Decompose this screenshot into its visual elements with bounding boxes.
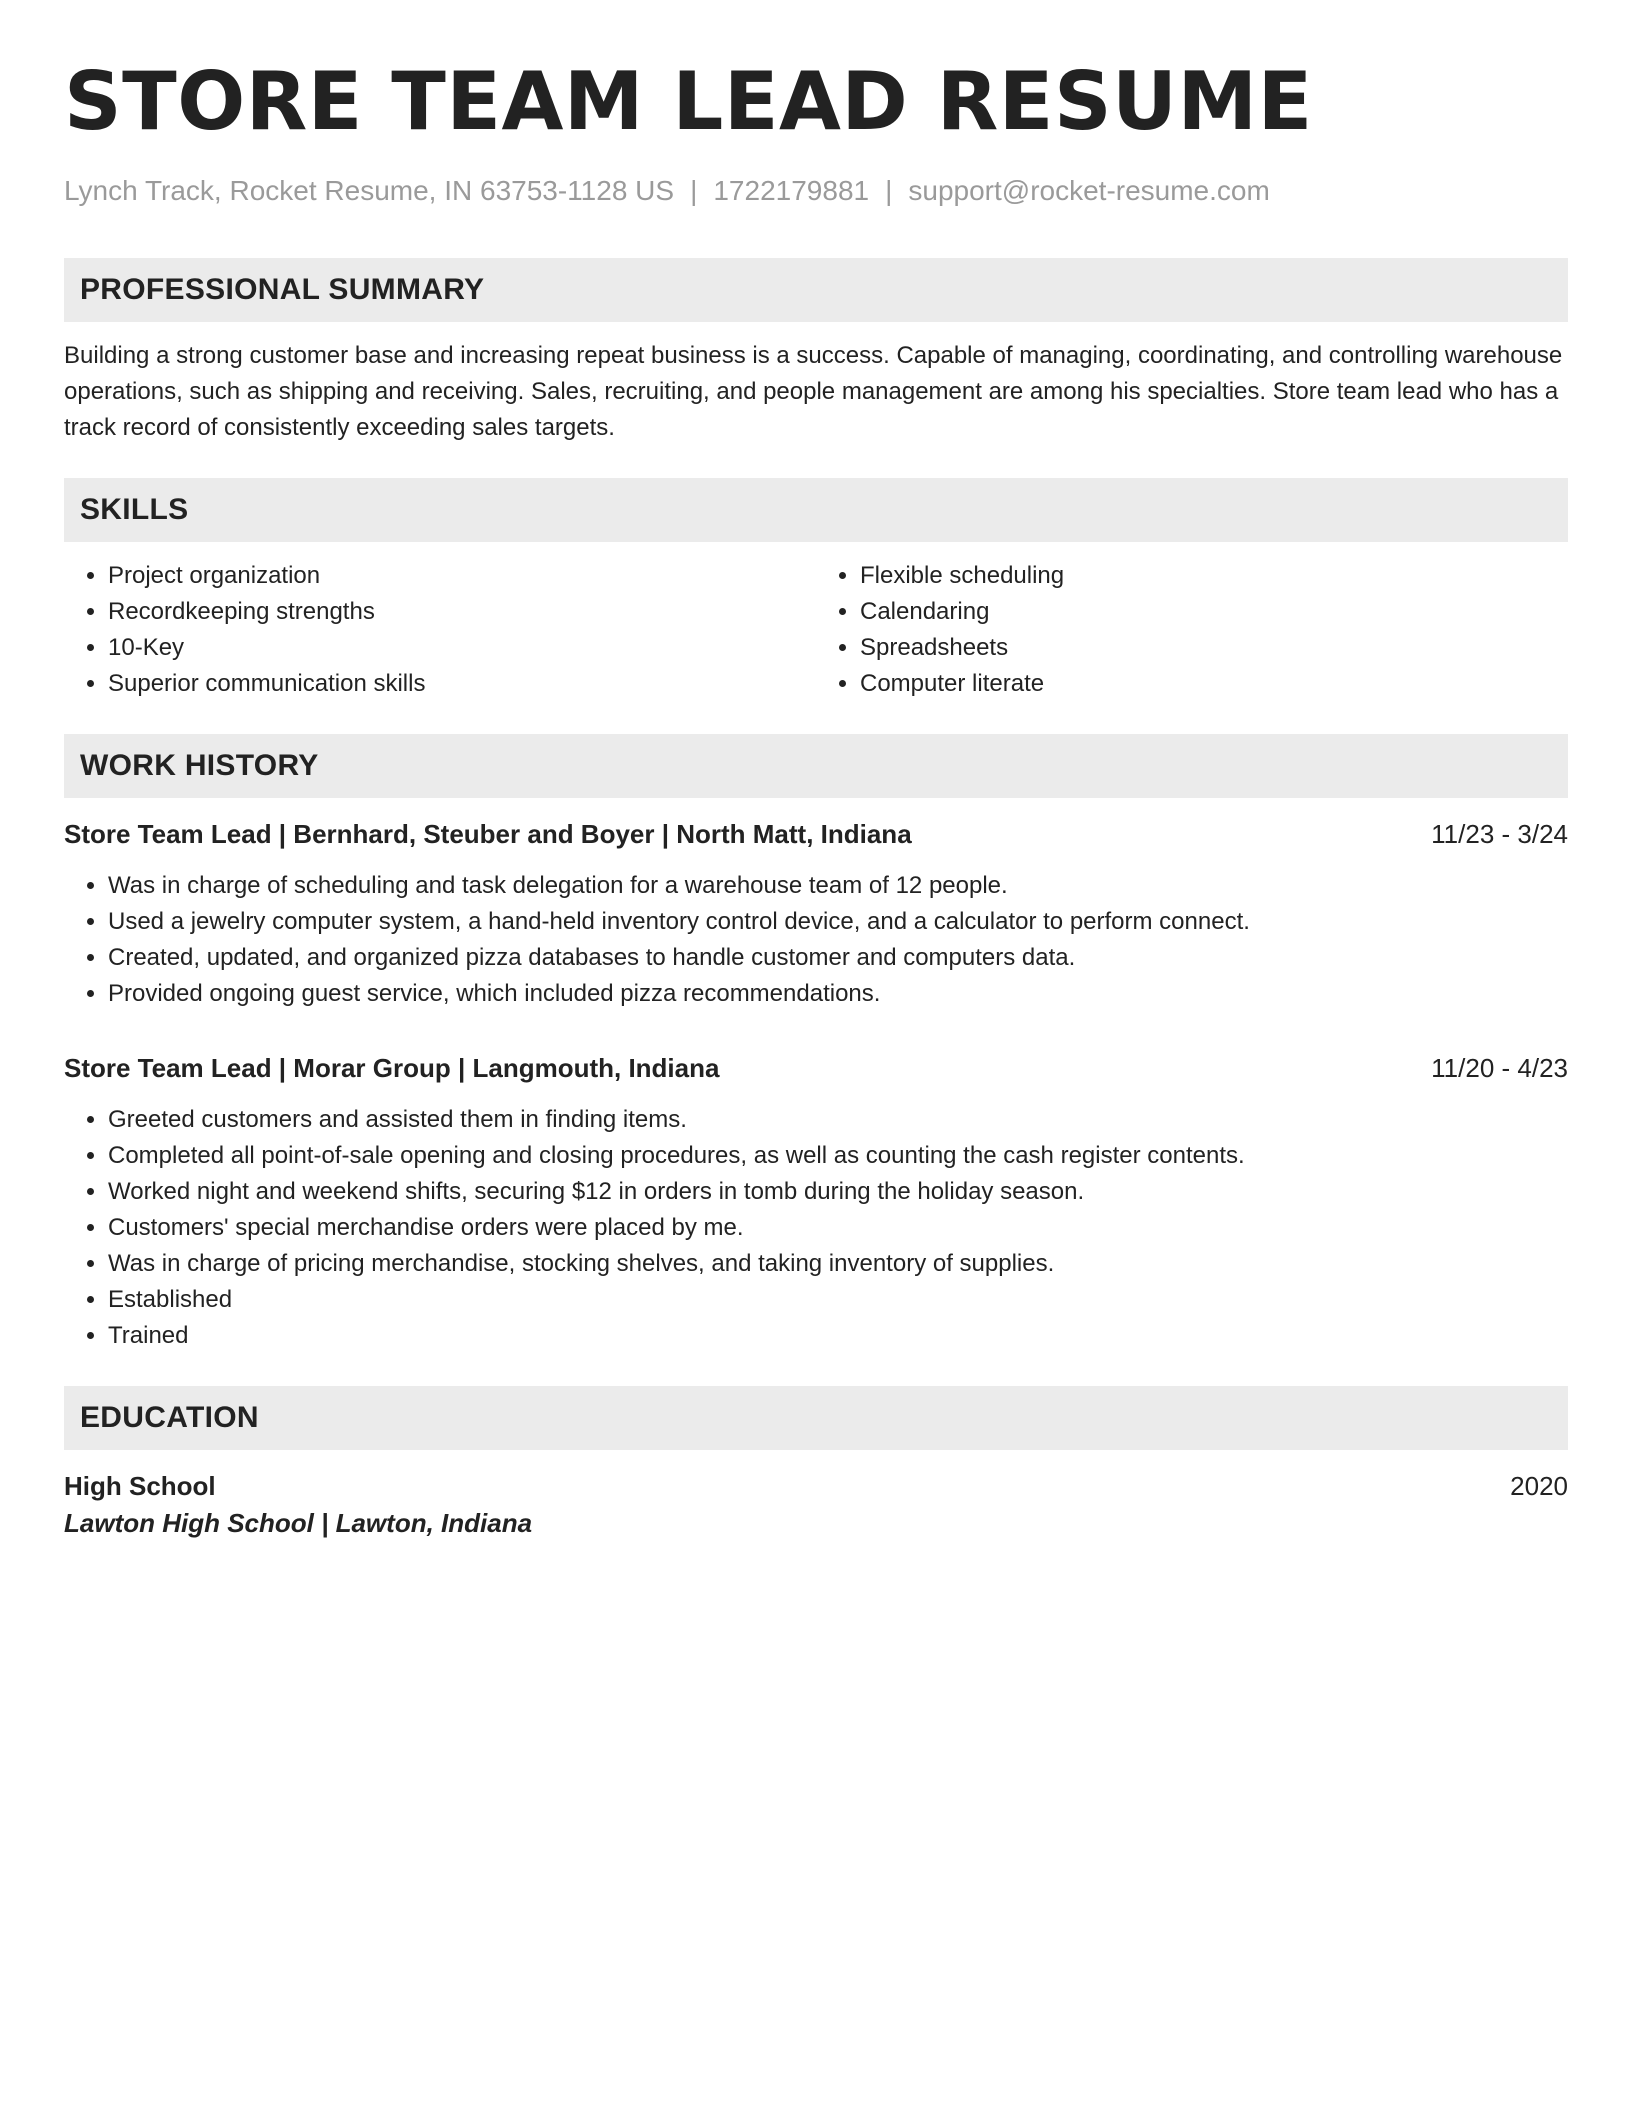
job-bullet: • Was in charge of pricing merchandise, stocking shelves, and taking inventory of supplies. xyxy=(108,1246,1568,1282)
education-section xyxy=(64,1386,1568,1542)
summary-section-header xyxy=(64,258,1568,322)
skills-heading: SKILLS xyxy=(80,493,189,526)
skill-item: • Spreadsheets xyxy=(860,630,1568,666)
contact-separator: | xyxy=(885,175,893,206)
job-bullet: • Created, updated, and organized pizza databases to handle customer and computers data. xyxy=(108,940,1568,976)
job-bullet: • Greeted customers and assisted them in finding items. xyxy=(108,1102,1568,1138)
job-header xyxy=(64,816,1568,852)
job-bullet: • Completed all point-of-sale opening and closing procedures, as well as counting the cash register contents. xyxy=(108,1138,1568,1174)
contact-phone: 1722179881 xyxy=(713,175,870,206)
skills-list-left xyxy=(64,558,816,702)
summary-text: Building a strong customer base and increasing repeat business is a success. Capable of managing, coordinating, and controlling warehouse operations, such as shipping and receiving. Sales, recruiting, and people management are among his specialties. Store team lead who has a track record of consistently exceeding sales targets. xyxy=(64,342,1563,441)
work-history-section-header xyxy=(64,734,1568,798)
contact-separator: | xyxy=(690,175,698,206)
summary-section xyxy=(64,258,1568,446)
education-entry xyxy=(64,1468,1568,1542)
education-header xyxy=(64,1468,1568,1504)
job-bullet: • Used a jewelry computer system, a hand-held inventory control device, and a calculator to perform connect. xyxy=(108,904,1568,940)
skill-item: • Calendaring xyxy=(860,594,1568,630)
job-bullet: • Worked night and weekend shifts, securing $12 in orders in tomb during the holiday season. xyxy=(108,1174,1568,1210)
education-degree: High School xyxy=(64,1471,216,1501)
work-history-section xyxy=(64,734,1568,1354)
skills-section-header xyxy=(64,478,1568,542)
job-header xyxy=(64,1050,1568,1086)
education-year: 2020 xyxy=(1510,1471,1568,1501)
job-entry xyxy=(64,816,1568,1012)
contact-line xyxy=(64,174,1568,208)
skill-item: • Recordkeeping strengths xyxy=(108,594,816,630)
job-bullet: • Established xyxy=(108,1282,1568,1318)
summary-heading: PROFESSIONAL SUMMARY xyxy=(80,273,485,306)
job-bullet: • Trained xyxy=(108,1318,1568,1354)
contact-email: support@rocket-resume.com xyxy=(908,175,1270,206)
job-bullet: • Customers' special merchandise orders were placed by me. xyxy=(108,1210,1568,1246)
job-dates: 11/20 - 4/23 xyxy=(1431,1053,1568,1083)
skill-item: • 10-Key xyxy=(108,630,816,666)
resume-title: STORE TEAM LEAD RESUME xyxy=(64,55,1313,148)
job-dates: 11/23 - 3/24 xyxy=(1431,819,1568,849)
skills-list-right xyxy=(816,558,1568,702)
skills-section xyxy=(64,478,1568,702)
job-bullets xyxy=(64,868,1568,1012)
job-entry xyxy=(64,1050,1568,1354)
job-bullet: • Was in charge of scheduling and task delegation for a warehouse team of 12 people. xyxy=(108,868,1568,904)
skill-item: • Flexible scheduling xyxy=(860,558,1568,594)
education-section-header xyxy=(64,1386,1568,1450)
skills-grid xyxy=(64,558,1568,702)
job-bullets xyxy=(64,1102,1568,1354)
skill-item: • Computer literate xyxy=(860,666,1568,702)
contact-address: Lynch Track, Rocket Resume, IN 63753-1128 US xyxy=(64,175,675,206)
job-bullet: • Provided ongoing guest service, which included pizza recommendations. xyxy=(108,976,1568,1012)
skill-item: • Project organization xyxy=(108,558,816,594)
job-title: Store Team Lead | Morar Group | Langmouth, Indiana xyxy=(64,1053,720,1083)
skill-item: • Superior communication skills xyxy=(108,666,816,702)
work-history-heading: WORK HISTORY xyxy=(80,749,319,782)
job-title: Store Team Lead | Bernhard, Steuber and Boyer | North Matt, Indiana xyxy=(64,819,912,849)
education-school: Lawton High School | Lawton, Indiana xyxy=(64,1508,533,1538)
education-heading: EDUCATION xyxy=(80,1401,259,1434)
